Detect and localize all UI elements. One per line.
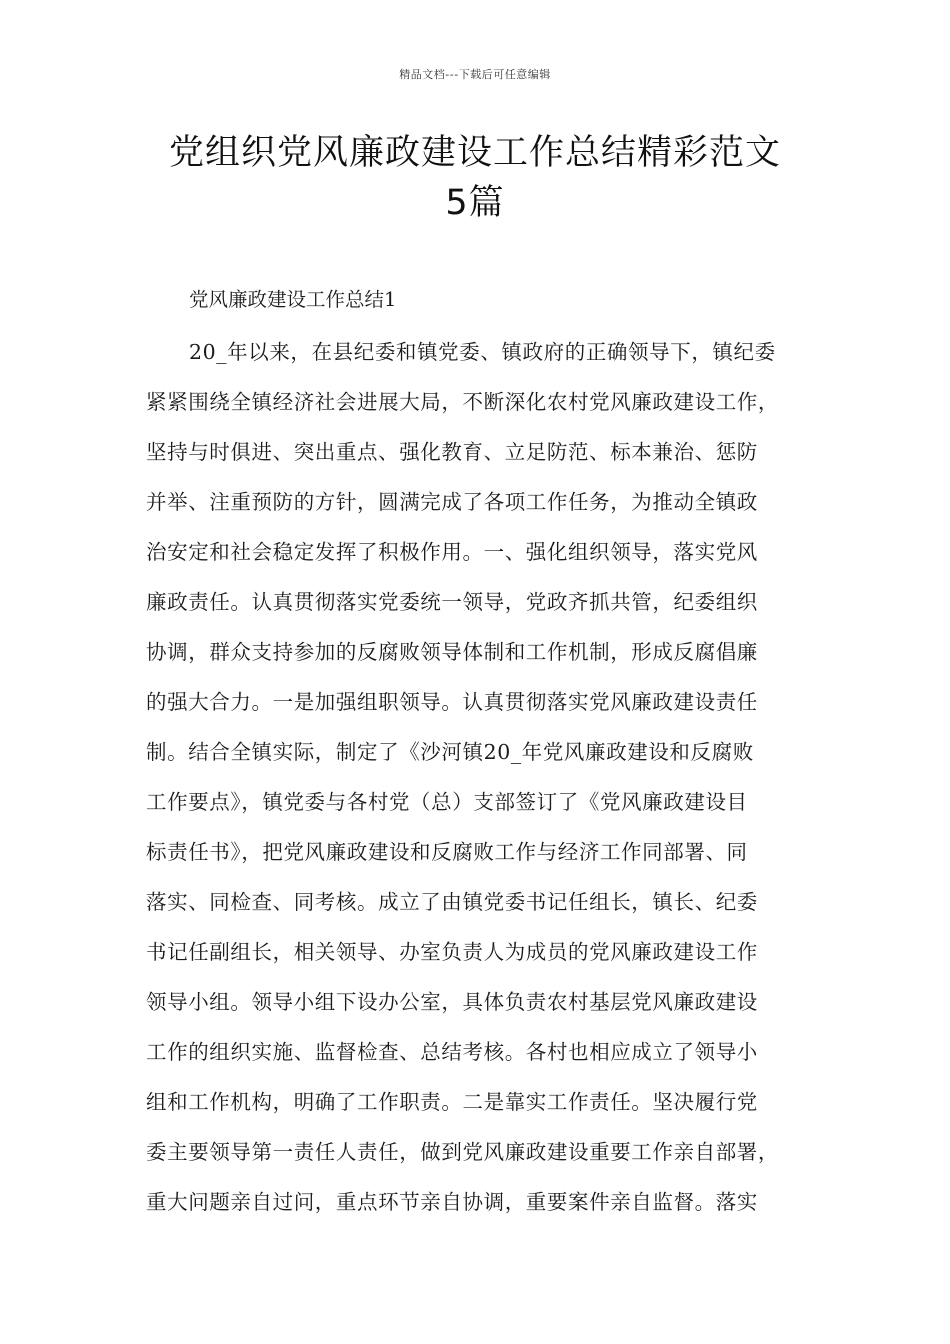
text-line: 书记任副组长，相关领导、办室负责人为成员的党风廉政建设工作 (146, 940, 758, 964)
text-line: 廉政责任。认真贯彻落实党委统一领导，党政齐抓共管，纪委组织 (146, 590, 758, 614)
section-heading: 党风廉政建设工作总结1 (189, 288, 397, 311)
text-line: 坚持与时俱进、突出重点、强化教育、立足防范、标本兼治、惩防 (146, 440, 758, 464)
text-line: 的强大合力。一是加强组职领导。认真贯彻落实党风廉政建设责任 (146, 690, 758, 714)
text-line: 制。结合全镇实际，制定了《沙河镇20_年党风廉政建设和反腐败 (146, 740, 754, 764)
document-title (120, 128, 830, 228)
text-line: 委主要领导第一责任人责任，做到党风廉政建设重要工作亲自部署， (146, 1140, 779, 1164)
body-paragraph (146, 334, 826, 1234)
header-note: 精品文档---下载后可任意编辑 (399, 68, 551, 81)
text-line: 落实、同检查、同考核。成立了由镇党委书记任组长，镇长、纪委 (146, 890, 758, 914)
text-line: 紧紧围绕全镇经济社会进展大局，不断深化农村党风廉政建设工作， (146, 390, 779, 414)
text-line: 组和工作机构，明确了工作职责。二是靠实工作责任。坚决履行党 (146, 1090, 758, 1114)
title-line-2: 5篇 (445, 183, 505, 223)
text-line: 治安定和社会稳定发挥了积极作用。一、强化组织领导，落实党风 (146, 540, 758, 564)
text-line: 并举、注重预防的方针，圆满完成了各项工作任务，为推动全镇政 (146, 490, 758, 514)
title-line-1: 党组织党风廉政建设工作总结精彩范文 (168, 133, 781, 173)
text-line: 领导小组。领导小组下设办公室，具体负责农村基层党风廉政建设 (146, 990, 758, 1014)
text-line: 标责任书》，把党风廉政建设和反腐败工作与经济工作同部署、同 (146, 840, 748, 864)
text-line: 工作要点》，镇党委与各村党（总）支部签订了《党风廉政建设目 (146, 790, 748, 814)
text-line: 工作的组织实施、监督检查、总结考核。各村也相应成立了领导小 (146, 1040, 758, 1064)
text-line: 协调，群众支持参加的反腐败领导体制和工作机制，形成反腐倡廉 (146, 640, 758, 664)
text-line: 重大问题亲自过问，重点环节亲自协调，重要案件亲自监督。落实 (146, 1190, 758, 1214)
text-line: 20_年以来，在县纪委和镇党委、镇政府的正确领导下，镇纪委 (189, 340, 776, 364)
